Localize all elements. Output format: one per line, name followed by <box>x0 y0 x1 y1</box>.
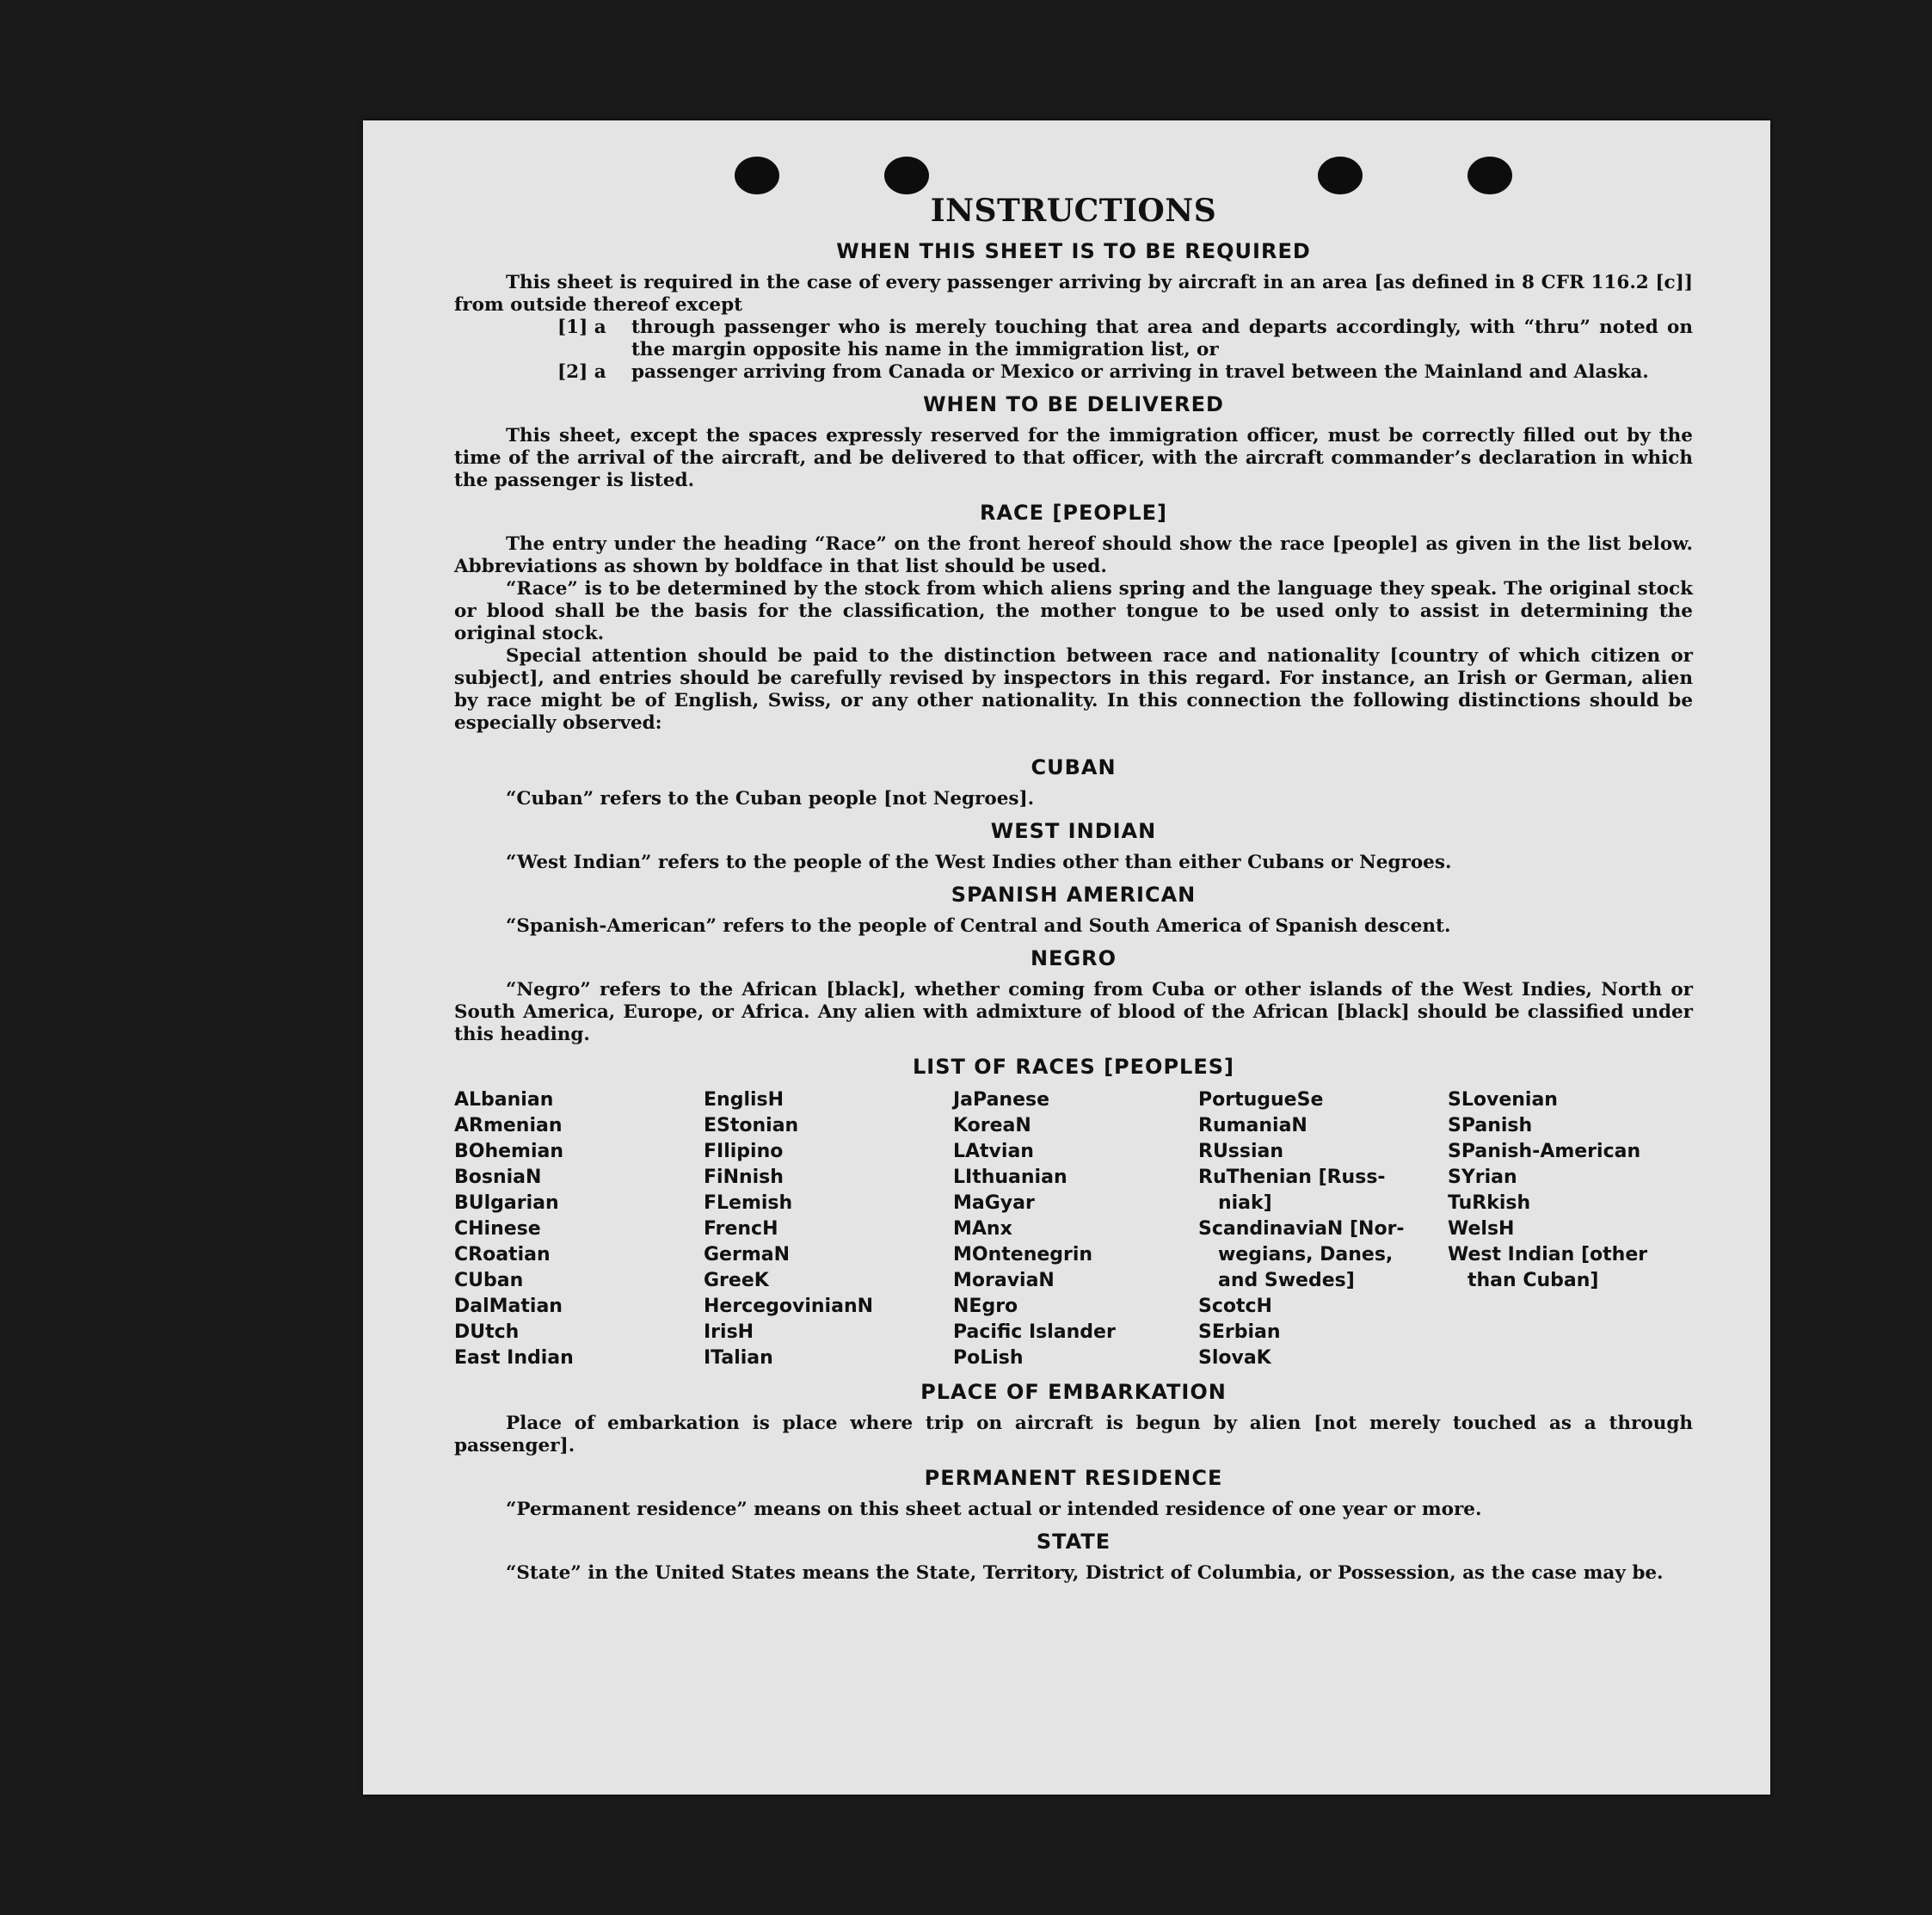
race-entry: SLovenian <box>1448 1089 1558 1111</box>
punch-hole <box>884 157 929 194</box>
race-entry: PoLish <box>953 1347 1024 1369</box>
races-column <box>953 1087 1198 1371</box>
race-entry: FIlipino <box>704 1141 784 1162</box>
race-entry: ARmenian <box>454 1115 563 1136</box>
race-entry: GermaN <box>704 1244 791 1265</box>
race-entry: NEgro <box>953 1296 1018 1317</box>
exception-item <box>557 317 1693 361</box>
race-entry: Pacific Islander <box>953 1321 1116 1343</box>
race-entry: SPanish <box>1448 1115 1533 1136</box>
race-paragraph-3: Special attention should be paid to the distinction between race and nationality [country of which citizen or subject], and entries should be carefully revised by inspectors in this regard. For instance, an Irish or German, alien by race might be of English, Swiss, or any other nationality. In this connection the following distinctions should be especially observed: <box>454 645 1693 734</box>
race-entry: FiNnish <box>704 1167 784 1188</box>
race-entry: East Indian <box>454 1347 574 1369</box>
document-title: INSTRUCTIONS <box>930 193 1217 229</box>
embarkation-text: Place of embarkation is place where trip on aircraft is begun by alien [not merely touched as a through passenger]. <box>454 1413 1693 1456</box>
race-entry: TuRkish <box>1448 1192 1531 1214</box>
race-entry: SYrian <box>1448 1167 1517 1188</box>
race-entry: FrencH <box>704 1218 778 1240</box>
when-delivered-text: This sheet, except the spaces expressly reserved for the immigration officer, must be correctly filled out by the time of the arrival of the aircraft, and be delivered to that officer, with the aircraft commander’s declaration in which the passenger is listed. <box>454 425 1693 491</box>
race-entry: than Cuban] <box>1448 1270 1599 1291</box>
race-entry: DalMatian <box>454 1296 563 1317</box>
race-entry: ScotcH <box>1198 1296 1272 1317</box>
instructions-content <box>454 193 1693 1585</box>
heading-state: STATE <box>1036 1530 1111 1554</box>
race-entry: EnglisH <box>704 1089 784 1111</box>
race-entry: niak] <box>1198 1192 1272 1214</box>
race-entry: WelsH <box>1448 1218 1515 1240</box>
exception-text: through passenger who is merely touching that area and departs accordingly, with “thru” noted on the margin opposite his name in the immigration list, or <box>631 317 1693 360</box>
race-entry: ScandinaviaN [Nor- <box>1198 1218 1405 1240</box>
race-entry: SErbian <box>1198 1321 1281 1343</box>
heading-list-of-races: LIST OF RACES [PEOPLES] <box>913 1055 1234 1079</box>
races-column <box>704 1087 953 1371</box>
race-entry: RUssian <box>1198 1141 1284 1162</box>
race-entry: MoraviaN <box>953 1270 1055 1291</box>
exception-number: [1] a <box>557 317 606 338</box>
heading-permanent-residence: PERMANENT RESIDENCE <box>924 1466 1223 1490</box>
exception-item <box>557 361 1693 384</box>
race-entry: GreeK <box>704 1270 769 1291</box>
negro-text: “Negro” refers to the African [black], whether coming from Cuba or other islands of the West Indies, North or South America, Europe, or Africa. Any alien with admixture of blood of the African [black] should be classified under this heading. <box>454 979 1693 1045</box>
race-entry: BUlgarian <box>454 1192 559 1214</box>
race-entry: MOntenegrin <box>953 1244 1093 1265</box>
heading-spanish-american: SPANISH AMERICAN <box>951 883 1197 907</box>
race-entry: and Swedes] <box>1198 1270 1355 1291</box>
heading-embarkation: PLACE OF EMBARKATION <box>920 1380 1227 1404</box>
race-entry: BOhemian <box>454 1141 564 1162</box>
race-entry: PortugueSe <box>1198 1089 1324 1111</box>
west-indian-text: “West Indian” refers to the people of the West Indies other than either Cubans or Negroes. <box>506 852 1452 873</box>
state-text: “State” in the United States means the State, Territory, District of Columbia, or Possession, as the case may be. <box>506 1562 1664 1584</box>
race-entry: IrisH <box>704 1321 754 1343</box>
race-entry: SlovaK <box>1198 1347 1271 1369</box>
race-entry: RumaniaN <box>1198 1115 1307 1136</box>
races-column <box>454 1087 704 1371</box>
spanish-american-text: “Spanish-American” refers to the people of Central and South America of Spanish descent. <box>506 915 1451 937</box>
punch-hole <box>1467 157 1512 194</box>
race-entry: DUtch <box>454 1321 520 1343</box>
race-entry: EStonian <box>704 1115 799 1136</box>
race-entry: LIthuanian <box>953 1167 1068 1188</box>
exception-text: passenger arriving from Canada or Mexico or arriving in travel between the Mainland and Alaska. <box>631 361 1649 383</box>
race-paragraph-1: The entry under the heading “Race” on the front hereof should show the race [people] as given in the list below. Abbreviations as shown by boldface in that list should be used. <box>454 533 1693 577</box>
race-entry: ITalian <box>704 1347 773 1369</box>
race-entry: HercegovinianN <box>704 1296 874 1317</box>
heading-race: RACE [PEOPLE] <box>979 501 1168 525</box>
heading-when-required: WHEN THIS SHEET IS TO BE REQUIRED <box>836 239 1311 263</box>
race-entry: CUban <box>454 1270 524 1291</box>
race-entry: SPanish-American <box>1448 1141 1641 1162</box>
cuban-text: “Cuban” refers to the Cuban people [not Negroes]. <box>506 788 1035 810</box>
when-required-intro: This sheet is required in the case of every passenger arriving by aircraft in an area [as defined in 8 CFR 116.2 [c]] from outside thereof except <box>454 272 1693 316</box>
race-entry: wegians, Danes, <box>1198 1244 1394 1265</box>
document-page <box>363 120 1770 1795</box>
race-entry: CHinese <box>454 1218 541 1240</box>
race-entry: West Indian [other <box>1448 1244 1648 1265</box>
punch-hole <box>1318 157 1363 194</box>
heading-when-delivered: WHEN TO BE DELIVERED <box>923 392 1224 416</box>
heading-west-indian: WEST INDIAN <box>990 819 1157 843</box>
punch-hole <box>735 157 779 194</box>
races-list <box>454 1087 1693 1371</box>
race-entry: MaGyar <box>953 1192 1035 1214</box>
races-column <box>1448 1087 1689 1371</box>
heading-cuban: CUBAN <box>1031 755 1117 779</box>
race-entry: RuThenian [Russ- <box>1198 1167 1386 1188</box>
race-entry: BosniaN <box>454 1167 542 1188</box>
race-entry: FLemish <box>704 1192 793 1214</box>
exception-number: [2] a <box>557 361 606 383</box>
races-column <box>1198 1087 1448 1371</box>
race-entry: MAnx <box>953 1218 1012 1240</box>
race-entry: ALbanian <box>454 1089 554 1111</box>
race-entry: LAtvian <box>953 1141 1034 1162</box>
race-paragraph-2: “Race” is to be determined by the stock from which aliens spring and the language they speak. The original stock or blood shall be the basis for the classification, the mother tongue to be used only to assist in determining the original stock. <box>454 578 1693 644</box>
race-entry: KoreaN <box>953 1115 1031 1136</box>
race-entry: CRoatian <box>454 1244 551 1265</box>
residence-text: “Permanent residence” means on this sheet actual or intended residence of one year or more. <box>506 1499 1482 1520</box>
heading-negro: NEGRO <box>1030 946 1117 970</box>
race-entry: JaPanese <box>953 1089 1050 1111</box>
